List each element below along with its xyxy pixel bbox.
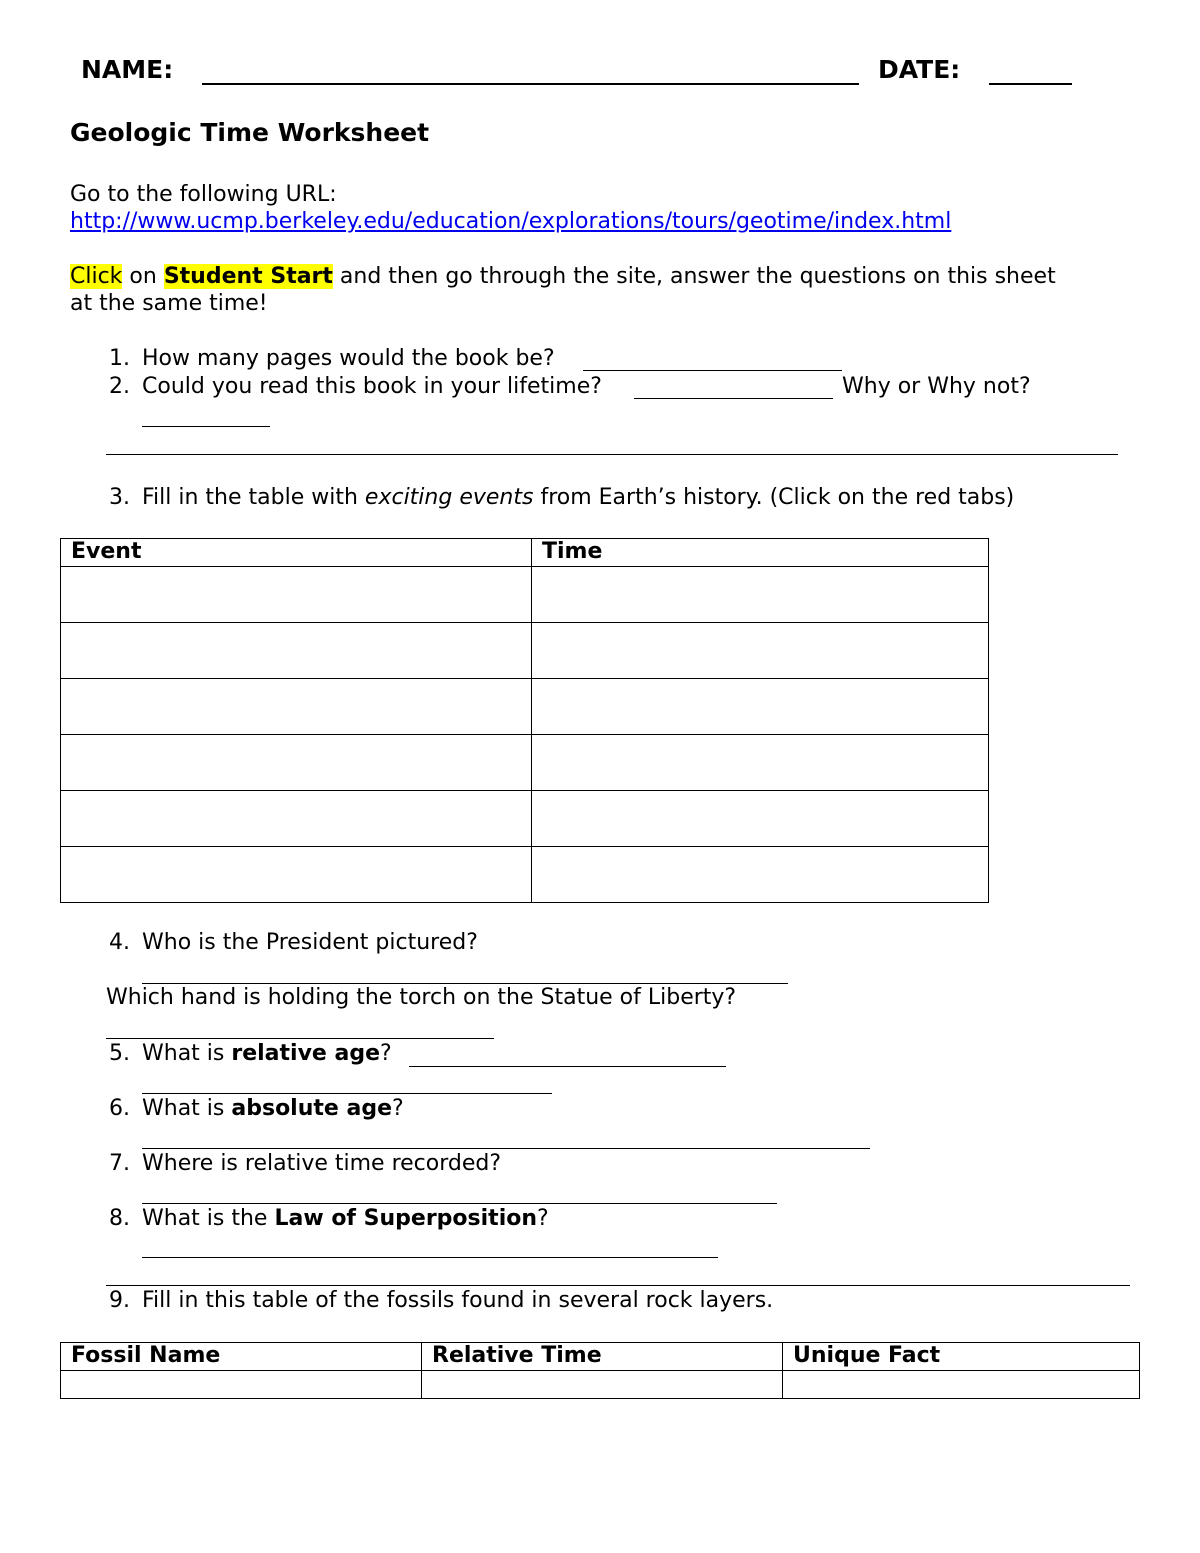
q3-number: 3. xyxy=(109,485,130,510)
q4-number: 4. xyxy=(109,930,130,955)
event-cell[interactable] xyxy=(61,623,532,679)
q2-text: Could you read this book in your lifetime? xyxy=(142,374,602,399)
instructions-rest: and then go through the site, answer the questions on this sheet xyxy=(332,264,1056,289)
q5-post: ? xyxy=(380,1041,392,1066)
event-cell[interactable] xyxy=(61,679,532,735)
header-event: Event xyxy=(61,539,532,567)
date-field[interactable] xyxy=(989,83,1072,85)
q4-text: Who is the President pictured? xyxy=(142,930,478,955)
q8-number: 8. xyxy=(109,1206,130,1231)
event-cell[interactable] xyxy=(61,735,532,791)
q3-emphasis: exciting events xyxy=(364,485,534,510)
question-6 xyxy=(0,1095,1200,1123)
header-unique-fact: Unique Fact xyxy=(783,1343,1140,1371)
question-7 xyxy=(0,1150,1200,1178)
question-3 xyxy=(0,484,1200,512)
date-label: DATE: xyxy=(878,55,961,84)
events-header-row xyxy=(61,539,989,567)
header-time: Time xyxy=(532,539,989,567)
q8-pre: What is the xyxy=(142,1206,275,1231)
q5-number: 5. xyxy=(109,1041,130,1066)
on-word: on xyxy=(122,264,164,289)
q8-bold: Law of Superposition xyxy=(274,1206,538,1231)
table-row xyxy=(61,623,989,679)
table-row xyxy=(61,567,989,623)
q3-pre: Fill in the table with xyxy=(142,485,365,510)
q3-text xyxy=(142,484,1014,512)
time-cell[interactable] xyxy=(532,623,989,679)
relative-time-cell[interactable] xyxy=(422,1371,783,1399)
table-row xyxy=(61,847,989,903)
q9-number: 9. xyxy=(109,1288,130,1313)
fossil-header-row xyxy=(61,1343,1140,1371)
question-8 xyxy=(0,1205,1200,1233)
q2-tail: Why or Why not? xyxy=(842,374,1031,399)
name-label: NAME: xyxy=(81,55,174,84)
time-cell[interactable] xyxy=(532,567,989,623)
q5-bold: relative age xyxy=(231,1041,381,1066)
q1-number: 1. xyxy=(109,346,130,371)
question-1 xyxy=(0,345,1200,373)
event-cell[interactable] xyxy=(61,847,532,903)
q5-answer-line[interactable] xyxy=(409,1066,726,1067)
table-row xyxy=(61,791,989,847)
header-relative-time: Relative Time xyxy=(422,1343,783,1371)
q7-text: Where is relative time recorded? xyxy=(142,1151,502,1176)
fossil-table xyxy=(60,1342,1140,1399)
student-start-label: Student Start xyxy=(163,264,333,289)
events-table xyxy=(60,538,989,903)
name-field[interactable] xyxy=(202,83,859,85)
q1-answer-line[interactable] xyxy=(583,370,842,371)
event-cell[interactable] xyxy=(61,791,532,847)
question-4 xyxy=(0,929,1200,957)
q8-answer-line-2[interactable] xyxy=(106,1285,1130,1286)
q8-text xyxy=(142,1205,549,1233)
table-row xyxy=(61,735,989,791)
q6-post: ? xyxy=(392,1096,404,1121)
fossil-name-cell[interactable] xyxy=(61,1371,422,1399)
intro-go-to: Go to the following URL: xyxy=(70,182,337,207)
q6-bold: absolute age xyxy=(231,1096,392,1121)
q9-text: Fill in this table of the fossils found in several rock layers. xyxy=(142,1288,774,1313)
q8-answer-line[interactable] xyxy=(142,1257,718,1258)
table-row xyxy=(61,679,989,735)
time-cell[interactable] xyxy=(532,847,989,903)
header-fossil-name: Fossil Name xyxy=(61,1343,422,1371)
q7-answer-line[interactable] xyxy=(142,1203,777,1204)
q7-number: 7. xyxy=(109,1151,130,1176)
q5-text xyxy=(142,1040,392,1068)
page-title: Geologic Time Worksheet xyxy=(70,118,430,147)
intro-instructions xyxy=(70,263,1056,291)
event-cell[interactable] xyxy=(61,567,532,623)
q3-post: from Earth’s history. (Click on the red tabs) xyxy=(533,485,1015,510)
time-cell[interactable] xyxy=(532,791,989,847)
q4-sub-answer-line[interactable] xyxy=(106,1038,494,1039)
url-link[interactable]: http://www.ucmp.berkeley.edu/education/explorations/tours/geotime/index.html xyxy=(70,209,952,234)
q2-number: 2. xyxy=(109,374,130,399)
question-2 xyxy=(0,373,1200,401)
unique-fact-cell[interactable] xyxy=(783,1371,1140,1399)
q2-why-line-1[interactable] xyxy=(142,426,270,427)
click-word: Click xyxy=(70,264,123,289)
intro-url-line xyxy=(70,208,951,236)
q8-post: ? xyxy=(537,1206,549,1231)
time-cell[interactable] xyxy=(532,679,989,735)
q2-why-line-2[interactable] xyxy=(106,454,1118,455)
q5-pre: What is xyxy=(142,1041,232,1066)
q1-text: How many pages would the book be? xyxy=(142,346,555,371)
q4-sub-question: Which hand is holding the torch on the Statue of Liberty? xyxy=(106,985,737,1010)
table-row xyxy=(61,1371,1140,1399)
q6-text xyxy=(142,1095,404,1123)
q2-answer-line[interactable] xyxy=(634,398,833,399)
question-5 xyxy=(0,1040,1200,1068)
q6-pre: What is xyxy=(142,1096,232,1121)
q6-answer-line[interactable] xyxy=(142,1148,870,1149)
question-9 xyxy=(0,1287,1200,1315)
q5-answer-line-2[interactable] xyxy=(142,1093,552,1094)
q6-number: 6. xyxy=(109,1096,130,1121)
instructions-line-2: at the same time! xyxy=(70,291,268,316)
time-cell[interactable] xyxy=(532,735,989,791)
